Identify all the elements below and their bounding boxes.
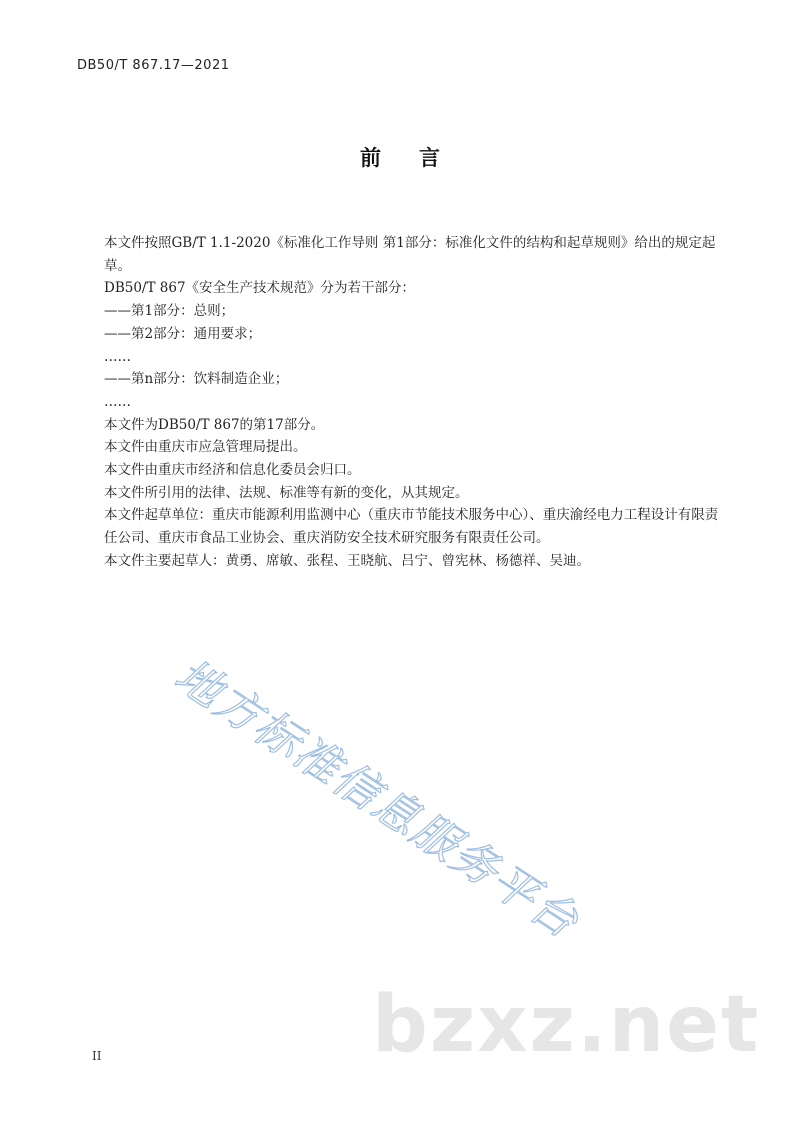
document-body	[88, 232, 728, 573]
paragraph-standard-reference: 本文件按照GB/T 1.1-2020《标准化工作导则 第1部分：标准化文件的结构和起草规则》给出的规定起草。	[104, 235, 716, 274]
list-item-part-n: ——第n部分：饮料制造企业；	[104, 371, 289, 388]
watermark-text: 地方标准信息服务平台	[165, 648, 589, 949]
document-code: DB50/T 867.17—2021	[77, 58, 230, 73]
paragraph-series-intro: DB50/T 867《安全生产技术规范》分为若干部分：	[104, 280, 416, 297]
list-item-part-1: ——第1部分：总则；	[104, 303, 235, 320]
paragraph-administrator: 本文件由重庆市经济和信息化委员会归口。	[104, 462, 361, 479]
paragraph-drafting-units: 本文件起草单位：重庆市能源利用监测中心（重庆市节能技术服务中心）、重庆渝经电力工程设计有限责任公司、重庆市食品工业协会、重庆消防安全技术研究服务有限责任公司。	[104, 507, 719, 547]
paragraph-proposer: 本文件由重庆市应急管理局提出。	[104, 439, 307, 456]
page-title: 前言	[360, 146, 478, 170]
paragraph-part-number: 本文件为DB50/T 867的第17部分。	[104, 416, 325, 433]
list-item-part-2: ——第2部分：通用要求；	[104, 325, 262, 342]
site-watermark-logo: bzxz.net	[372, 980, 761, 1070]
page-number: II	[92, 1049, 102, 1063]
paragraph-drafters: 本文件主要起草人：黄勇、席敏、张程、王晓航、吕宁、曾宪林、杨德祥、吴迪。	[104, 552, 590, 569]
list-ellipsis: ……	[104, 348, 131, 365]
paragraph-references-note: 本文件所引用的法律、法规、标准等有新的变化，从其规定。	[104, 484, 469, 501]
list-ellipsis: ……	[104, 393, 131, 410]
